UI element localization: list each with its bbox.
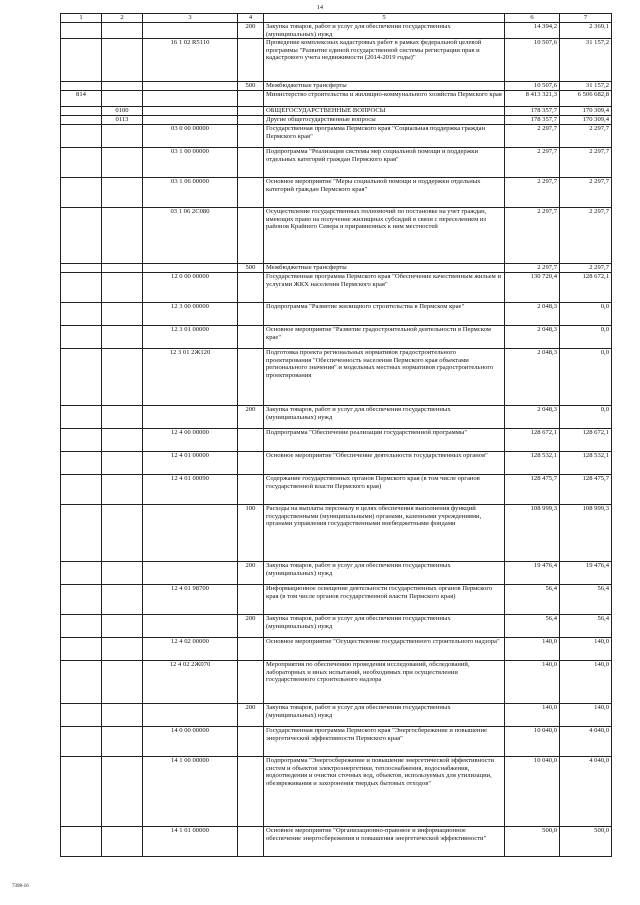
cell-amount-year-2: 2 297,7	[560, 125, 612, 148]
table-row	[61, 585, 612, 615]
cell-ministry-code	[61, 116, 102, 125]
table-row	[61, 264, 612, 273]
cell-description: Основное мероприятие "Развитие градостроительной деятельности в Пермском крае"	[264, 326, 505, 349]
cell-expense-type	[238, 452, 264, 475]
table-row	[61, 475, 612, 505]
cell-ministry-code	[61, 349, 102, 406]
cell-ministry-code	[61, 178, 102, 208]
cell-target-article: 16 1 02 R5110	[143, 39, 238, 82]
cell-section-code	[102, 827, 143, 857]
cell-description: ОБЩЕГОСУДАРСТВЕННЫЕ ВОПРОСЫ	[264, 107, 505, 116]
cell-ministry-code	[61, 303, 102, 326]
cell-section-code	[102, 349, 143, 406]
cell-description: Осуществление государственных полномочий по постановке на учет граждан, имеющих право на получение жилищных субсидий в связи с переселением из районов Крайнего Севера и приравненных к ним местностей	[264, 208, 505, 264]
cell-ministry-code	[61, 704, 102, 727]
cell-amount-year-2: 56,4	[560, 615, 612, 638]
cell-expense-type	[238, 303, 264, 326]
table-row	[61, 661, 612, 704]
table-row	[61, 757, 612, 827]
cell-amount-year-1: 128 672,1	[505, 429, 560, 452]
page-number: 14	[316, 5, 324, 11]
cell-description: Закупка товаров, работ и услуг для обеспечения государственных (муниципальных) нужд	[264, 562, 505, 585]
cell-expense-type: 100	[238, 505, 264, 562]
cell-amount-year-1: 2 048,3	[505, 406, 560, 429]
cell-amount-year-1: 140,0	[505, 638, 560, 661]
cell-amount-year-2: 6 506 682,8	[560, 91, 612, 107]
cell-ministry-code	[61, 82, 102, 91]
cell-target-article: 03 1 06 2С080	[143, 208, 238, 264]
cell-expense-type	[238, 273, 264, 303]
cell-description: Государственная программа Пермского края "Энергосбережение и повышение энергетической эффективности Пермского края"	[264, 727, 505, 757]
table-row	[61, 148, 612, 178]
table-row	[61, 303, 612, 326]
cell-expense-type: 200	[238, 704, 264, 727]
cell-amount-year-1: 178 357,7	[505, 107, 560, 116]
cell-amount-year-2: 0,0	[560, 406, 612, 429]
cell-target-article	[143, 264, 238, 273]
cell-ministry-code	[61, 757, 102, 827]
cell-section-code	[102, 727, 143, 757]
cell-amount-year-1: 10 507,6	[505, 39, 560, 82]
cell-ministry-code	[61, 125, 102, 148]
cell-section-code	[102, 39, 143, 82]
cell-amount-year-2: 128 532,1	[560, 452, 612, 475]
table-row	[61, 452, 612, 475]
cell-description: Межбюджетные трансферты	[264, 82, 505, 91]
budget-table	[60, 13, 612, 857]
cell-description: Основное мероприятие "Меры социальной помощи и поддержки отдельных категорий граждан Пермского края"	[264, 178, 505, 208]
cell-section-code	[102, 303, 143, 326]
cell-target-article: 12 4 00 00000	[143, 429, 238, 452]
cell-section-code	[102, 429, 143, 452]
table-row	[61, 39, 612, 82]
cell-expense-type: 200	[238, 615, 264, 638]
table-body	[61, 23, 612, 857]
cell-section-code	[102, 585, 143, 615]
cell-expense-type	[238, 349, 264, 406]
table-row	[61, 406, 612, 429]
cell-target-article	[143, 505, 238, 562]
cell-section-code	[102, 704, 143, 727]
cell-ministry-code	[61, 406, 102, 429]
cell-target-article: 03 0 00 00000	[143, 125, 238, 148]
cell-amount-year-1: 56,4	[505, 615, 560, 638]
cell-amount-year-2: 128 672,1	[560, 429, 612, 452]
table-row	[61, 23, 612, 39]
cell-expense-type	[238, 475, 264, 505]
cell-amount-year-2: 31 157,2	[560, 82, 612, 91]
cell-target-article: 12 3 00 00000	[143, 303, 238, 326]
cell-section-code	[102, 562, 143, 585]
cell-amount-year-2: 128 475,7	[560, 475, 612, 505]
cell-expense-type: 200	[238, 562, 264, 585]
cell-ministry-code	[61, 661, 102, 704]
cell-description: Закупка товаров, работ и услуг для обеспечения государственных (муниципальных) нужд	[264, 23, 505, 39]
cell-ministry-code	[61, 585, 102, 615]
cell-expense-type: 200	[238, 406, 264, 429]
cell-expense-type	[238, 429, 264, 452]
cell-target-article	[143, 116, 238, 125]
cell-ministry-code	[61, 273, 102, 303]
cell-target-article: 12 3 01 00000	[143, 326, 238, 349]
cell-section-code	[102, 326, 143, 349]
cell-target-article: 12 4 01 00090	[143, 475, 238, 505]
cell-target-article	[143, 406, 238, 429]
cell-description: Подпрограмма "Развитие жилищного строительства в Пермском крае"	[264, 303, 505, 326]
cell-target-article	[143, 91, 238, 107]
cell-target-article: 12 4 02 00000	[143, 638, 238, 661]
cell-amount-year-1: 130 720,4	[505, 273, 560, 303]
cell-section-code	[102, 264, 143, 273]
cell-amount-year-1: 14 394,2	[505, 23, 560, 39]
cell-description: Информационное освещение деятельности государственных органов Пермского края (в том числе органов государственной власти Пермского края)	[264, 585, 505, 615]
cell-target-article: 14 0 00 00000	[143, 727, 238, 757]
cell-ministry-code	[61, 452, 102, 475]
cell-amount-year-2: 4 040,0	[560, 727, 612, 757]
cell-expense-type	[238, 148, 264, 178]
cell-description: Основное мероприятие "Осуществление государственного строительного надзора"	[264, 638, 505, 661]
column-header-row	[61, 14, 612, 23]
column-header: 5	[264, 14, 505, 23]
cell-amount-year-1: 8 413 321,3	[505, 91, 560, 107]
cell-target-article	[143, 107, 238, 116]
cell-amount-year-1: 2 297,7	[505, 125, 560, 148]
cell-amount-year-1: 178 357,7	[505, 116, 560, 125]
cell-target-article	[143, 23, 238, 39]
cell-amount-year-2: 2 297,7	[560, 264, 612, 273]
cell-amount-year-2: 0,0	[560, 326, 612, 349]
cell-amount-year-1: 2 048,3	[505, 326, 560, 349]
table-row	[61, 326, 612, 349]
cell-expense-type	[238, 178, 264, 208]
cell-target-article: 12 4 01 00000	[143, 452, 238, 475]
cell-amount-year-1: 140,0	[505, 661, 560, 704]
cell-section-code	[102, 475, 143, 505]
cell-amount-year-2: 0,0	[560, 349, 612, 406]
cell-target-article	[143, 615, 238, 638]
column-header: 6	[505, 14, 560, 23]
cell-ministry-code	[61, 727, 102, 757]
cell-amount-year-2: 19 476,4	[560, 562, 612, 585]
cell-description: Государственная программа Пермского края "Обеспечение качественным жильем и услугами ЖКХ населения Пермского края"	[264, 273, 505, 303]
cell-description: Подпрограмма "Реализация системы мер социальной помощи и поддержки отдельных категорий граждан Пермского края"	[264, 148, 505, 178]
cell-amount-year-1: 2 048,3	[505, 349, 560, 406]
cell-amount-year-2: 128 672,1	[560, 273, 612, 303]
cell-expense-type	[238, 125, 264, 148]
cell-ministry-code	[61, 264, 102, 273]
cell-expense-type	[238, 326, 264, 349]
cell-amount-year-2: 500,0	[560, 827, 612, 857]
cell-description: Основное мероприятие "Организационно-правовое и информационное обеспечение энергосбережения и повышения энергетической эффективности"	[264, 827, 505, 857]
cell-target-article: 12 3 01 2Ж120	[143, 349, 238, 406]
cell-section-code	[102, 178, 143, 208]
cell-section-code	[102, 505, 143, 562]
cell-description: Другие общегосударственные вопросы	[264, 116, 505, 125]
cell-target-article	[143, 562, 238, 585]
cell-ministry-code	[61, 429, 102, 452]
cell-amount-year-2: 56,4	[560, 585, 612, 615]
cell-section-code	[102, 452, 143, 475]
cell-section-code	[102, 208, 143, 264]
cell-amount-year-2: 140,0	[560, 661, 612, 704]
cell-description: Закупка товаров, работ и услуг для обеспечения государственных (муниципальных) нужд	[264, 406, 505, 429]
cell-ministry-code	[61, 505, 102, 562]
cell-description: Основное мероприятие "Обеспечение деятельности государственных органов"	[264, 452, 505, 475]
cell-section-code	[102, 273, 143, 303]
cell-amount-year-2: 4 040,0	[560, 757, 612, 827]
cell-description: Содержание государственных органов Пермского края (в том числе органов государственной власти Пермского края)	[264, 475, 505, 505]
cell-target-article: 12 4 01 98700	[143, 585, 238, 615]
column-header: 4	[238, 14, 264, 23]
cell-ministry-code	[61, 475, 102, 505]
cell-target-article: 14 1 00 00000	[143, 757, 238, 827]
cell-section-code	[102, 638, 143, 661]
cell-amount-year-2: 170 309,4	[560, 116, 612, 125]
cell-ministry-code	[61, 827, 102, 857]
table-row	[61, 208, 612, 264]
table-row	[61, 116, 612, 125]
cell-amount-year-2: 2 297,7	[560, 148, 612, 178]
cell-expense-type	[238, 107, 264, 116]
cell-ministry-code	[61, 39, 102, 82]
cell-description: Государственная программа Пермского края "Социальная поддержка граждан Пермского края"	[264, 125, 505, 148]
cell-amount-year-1: 2 297,7	[505, 208, 560, 264]
cell-amount-year-1: 108 999,3	[505, 505, 560, 562]
cell-expense-type	[238, 585, 264, 615]
cell-description: Расходы на выплаты персоналу в целях обеспечения выполнения функций государственными (муниципальными) органами, казенными учреждениями, органами управления государственными внебюджетными фондами	[264, 505, 505, 562]
cell-expense-type	[238, 208, 264, 264]
cell-section-code	[102, 757, 143, 827]
cell-target-article: 03 1 06 00000	[143, 178, 238, 208]
cell-amount-year-2: 2 297,7	[560, 208, 612, 264]
cell-description: Министерство строительства и жилищно-коммунального хозяйства Пермского края	[264, 91, 505, 107]
cell-target-article: 12 0 00 00000	[143, 273, 238, 303]
cell-section-code	[102, 125, 143, 148]
cell-target-article	[143, 704, 238, 727]
cell-amount-year-2: 2 369,1	[560, 23, 612, 39]
cell-ministry-code	[61, 638, 102, 661]
cell-expense-type	[238, 91, 264, 107]
cell-amount-year-1: 2 297,7	[505, 178, 560, 208]
table-row	[61, 827, 612, 857]
cell-section-code	[102, 91, 143, 107]
table-row	[61, 505, 612, 562]
cell-amount-year-1: 500,0	[505, 827, 560, 857]
cell-amount-year-2: 140,0	[560, 638, 612, 661]
cell-amount-year-2: 140,0	[560, 704, 612, 727]
cell-section-code	[102, 23, 143, 39]
table-row	[61, 125, 612, 148]
table-row	[61, 638, 612, 661]
cell-target-article: 14 1 01 00000	[143, 827, 238, 857]
cell-expense-type	[238, 757, 264, 827]
cell-section-code	[102, 148, 143, 178]
cell-amount-year-2: 31 157,2	[560, 39, 612, 82]
cell-ministry-code	[61, 148, 102, 178]
cell-ministry-code	[61, 326, 102, 349]
cell-expense-type	[238, 39, 264, 82]
table-row	[61, 704, 612, 727]
table-row	[61, 429, 612, 452]
column-header: 1	[61, 14, 102, 23]
cell-description: Закупка товаров, работ и услуг для обеспечения государственных (муниципальных) нужд	[264, 704, 505, 727]
cell-expense-type: 500	[238, 264, 264, 273]
cell-amount-year-1: 2 048,3	[505, 303, 560, 326]
cell-amount-year-1: 140,0	[505, 704, 560, 727]
cell-description: Закупка товаров, работ и услуг для обеспечения государственных (муниципальных) нужд	[264, 615, 505, 638]
cell-section-code	[102, 406, 143, 429]
cell-section-code	[102, 661, 143, 704]
cell-amount-year-2: 2 297,7	[560, 178, 612, 208]
cell-amount-year-2: 170 309,4	[560, 107, 612, 116]
cell-amount-year-1: 2 297,7	[505, 148, 560, 178]
cell-section-code	[102, 615, 143, 638]
cell-description: Проведение комплексных кадастровых работ в рамках федеральной целевой программы "Развитие единой государственной системы регистрации прав и кадастрового учета недвижимости (2014-2019 годы)"	[264, 39, 505, 82]
cell-expense-type	[238, 116, 264, 125]
cell-target-article	[143, 82, 238, 91]
cell-expense-type	[238, 827, 264, 857]
cell-expense-type	[238, 661, 264, 704]
cell-amount-year-2: 0,0	[560, 303, 612, 326]
cell-amount-year-1: 2 297,7	[505, 264, 560, 273]
table-row	[61, 273, 612, 303]
cell-section-code	[102, 82, 143, 91]
table-row	[61, 615, 612, 638]
column-header: 3	[143, 14, 238, 23]
cell-amount-year-1: 10 507,6	[505, 82, 560, 91]
cell-amount-year-1: 10 040,0	[505, 727, 560, 757]
cell-amount-year-1: 19 476,4	[505, 562, 560, 585]
cell-target-article: 03 1 00 00000	[143, 148, 238, 178]
table-row	[61, 91, 612, 107]
column-header: 7	[560, 14, 612, 23]
cell-ministry-code	[61, 23, 102, 39]
cell-amount-year-1: 128 475,7	[505, 475, 560, 505]
cell-section-code: 0100	[102, 107, 143, 116]
cell-description: Межбюджетные трансферты	[264, 264, 505, 273]
cell-target-article: 12 4 02 2Ж070	[143, 661, 238, 704]
cell-description: Мероприятия по обеспечению проведения исследований, обследований, лабораторных и иных испытаний, необходимых при осуществлении государственного строительного надзора	[264, 661, 505, 704]
table-row	[61, 349, 612, 406]
column-header: 2	[102, 14, 143, 23]
cell-ministry-code: 814	[61, 91, 102, 107]
cell-expense-type: 500	[238, 82, 264, 91]
cell-amount-year-2: 108 999,3	[560, 505, 612, 562]
cell-ministry-code	[61, 615, 102, 638]
cell-description: Подпрограмма "Энергосбережение и повышение энергетической эффективности систем и объектов электроэнергетики, теплоснабжения, водоснабжения, водоотведения и очистки сточных вод, объектов, используемых для утилизации, обезвреживания и захоронения твердых бытовых отходов"	[264, 757, 505, 827]
cell-description: Подпрограмма "Обеспечение реализации государственной программы"	[264, 429, 505, 452]
table-row	[61, 82, 612, 91]
cell-expense-type	[238, 727, 264, 757]
table-row	[61, 178, 612, 208]
cell-section-code: 0113	[102, 116, 143, 125]
table-row	[61, 107, 612, 116]
footer-mark: 7398-16	[12, 884, 29, 889]
cell-description: Подготовка проекта региональных нормативов градостроительного проектирования "Обеспеченность населения Пермского края объектами регионального значения" и модельных местных нормативов градостроительного проектирования	[264, 349, 505, 406]
table-row	[61, 562, 612, 585]
cell-amount-year-1: 128 532,1	[505, 452, 560, 475]
cell-ministry-code	[61, 208, 102, 264]
table-row	[61, 727, 612, 757]
cell-expense-type	[238, 638, 264, 661]
cell-amount-year-1: 56,4	[505, 585, 560, 615]
cell-amount-year-1: 10 040,0	[505, 757, 560, 827]
cell-ministry-code	[61, 562, 102, 585]
cell-ministry-code	[61, 107, 102, 116]
cell-expense-type: 200	[238, 23, 264, 39]
